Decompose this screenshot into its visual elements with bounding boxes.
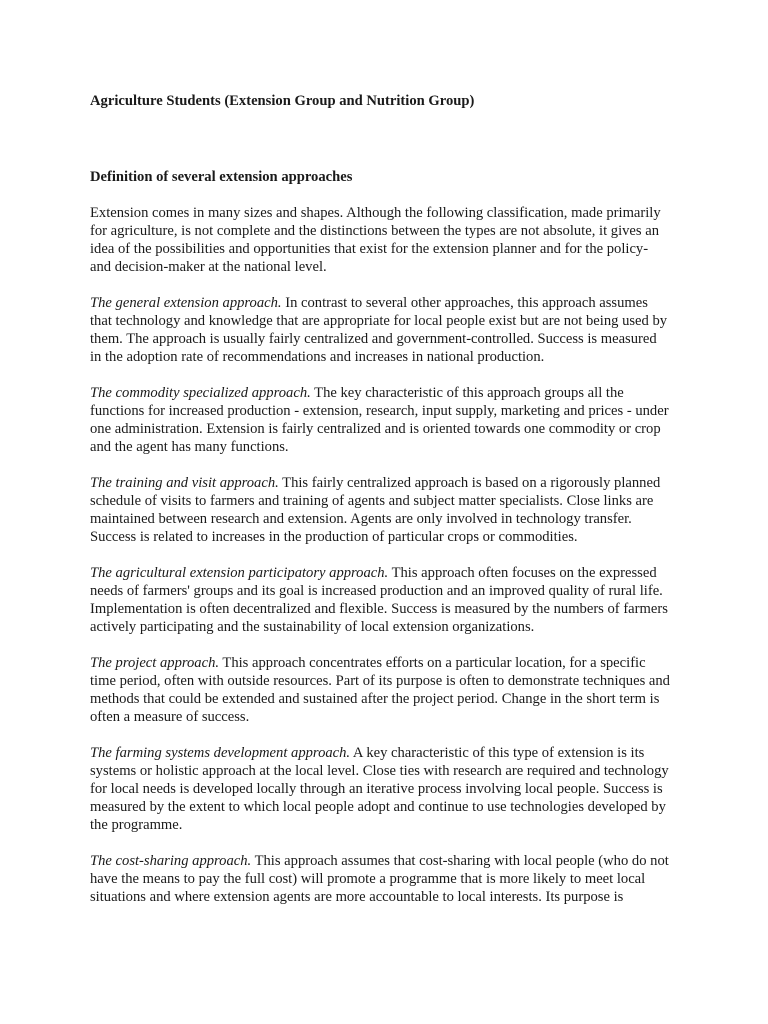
- approach-lead: The general extension approach.: [90, 295, 282, 311]
- approach-paragraph-training-visit: [90, 474, 670, 546]
- approach-body: A key characteristic of this type of extension is its systems or holistic approach at the local level. Close ties with research are required and technology for local needs is developed locally through an iterative process involving local people. Success is measured by the extent to which local people adopt and continue to use technologies developed by the programme.: [90, 745, 669, 833]
- document-page: [90, 92, 670, 924]
- approach-lead: The project approach.: [90, 655, 220, 671]
- approach-body: This fairly centralized approach is based on a rigorously planned schedule of visits to farmers and training of agents and subject matter specialists. Close links are maintained between research and extension. Agents are only involved in technology transfer. Success is related to increases in the production of particular crops or commodities.: [90, 475, 661, 545]
- approach-paragraph-participatory: [90, 564, 670, 636]
- approach-paragraph-farming-systems: [90, 744, 670, 834]
- approach-body: This approach assumes that cost-sharing with local people (who do not have the means to pay the full cost) will promote a programme that is more likely to meet local situations and where extension agents are more accountable to local interests. Its purpose is: [90, 853, 669, 905]
- approach-lead: The cost-sharing approach.: [90, 853, 252, 869]
- document-title: Agriculture Students (Extension Group and Nutrition Group): [90, 93, 475, 109]
- approach-paragraph-cost-sharing: [90, 852, 670, 906]
- approach-body: This approach often focuses on the expressed needs of farmers' groups and its goal is increased production and an improved quality of rural life. Implementation is often decentralized and flexible. Success is measured by the numbers of farmers actively participating and the sustainability of local extension organizations.: [90, 565, 668, 635]
- approach-body: In contrast to several other approaches, this approach assumes that technology and knowledge that are appropriate for local people exist but are not being used by them. The approach is usually fairly centralized and government-controlled. Success is measured in the adoption rate of recommendations and increases in national production.: [90, 295, 668, 365]
- approach-body: This approach concentrates efforts on a particular location, for a specific time period, often with outside resources. Part of its purpose is often to demonstrate techniques and methods that could be extended and sustained after the project period. Change in the short term is often a measure of success.: [90, 655, 670, 725]
- approach-lead: The agricultural extension participatory approach.: [90, 565, 389, 581]
- approach-lead: The commodity specialized approach.: [90, 385, 311, 401]
- approach-paragraph-commodity: [90, 384, 670, 456]
- approach-paragraph-general: [90, 294, 670, 366]
- intro-paragraph: Extension comes in many sizes and shapes. Although the following classification, made primarily for agriculture, is not complete and the distinctions between the types are not absolute, it gives an idea of the possibilities and opportunities that exist for the extension planner and for the policy- and decision-maker at the national level.: [90, 205, 661, 275]
- approach-lead: The farming systems development approach.: [90, 745, 351, 761]
- approach-body: The key characteristic of this approach groups all the functions for increased production - extension, research, input supply, marketing and prices - under one administration. Extension is fairly centralized and is oriented towards one commodity or crop and the agent has many functions.: [90, 385, 669, 455]
- section-heading: Definition of several extension approaches: [90, 169, 353, 185]
- approach-paragraph-project: [90, 654, 670, 726]
- approach-lead: The training and visit approach.: [90, 475, 279, 491]
